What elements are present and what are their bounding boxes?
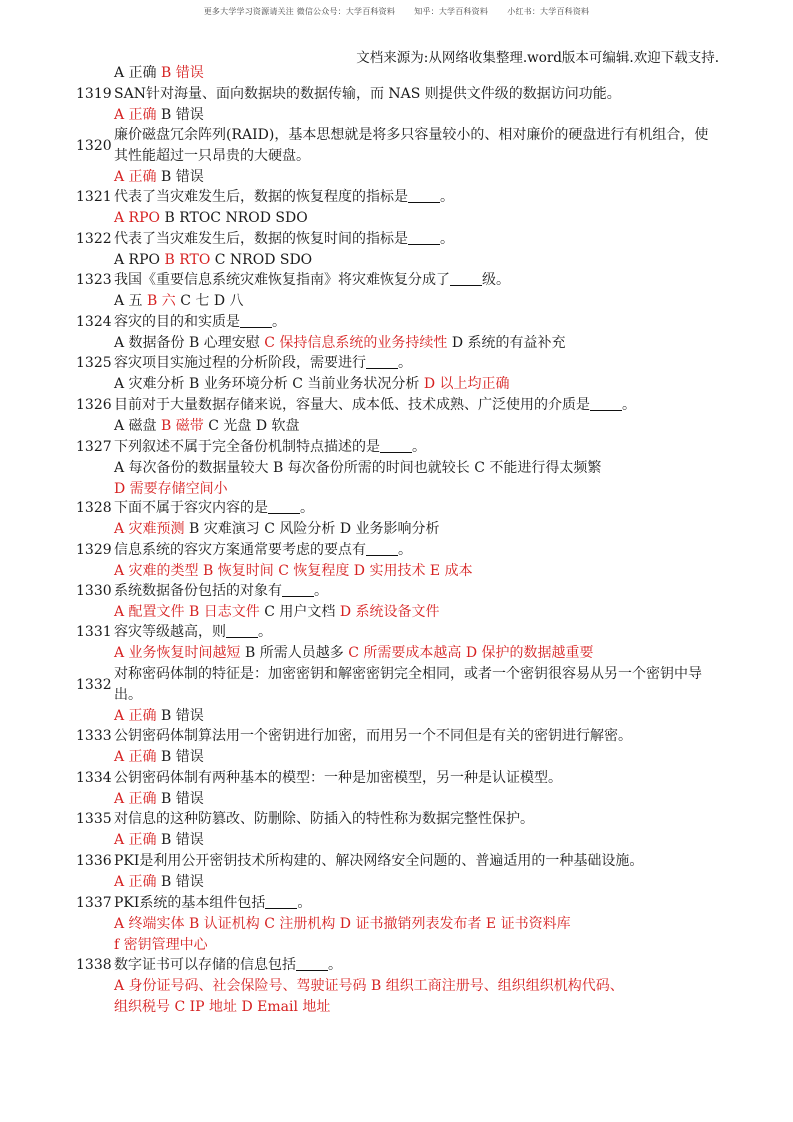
- question-text: 代表了当灾难发生后，数据的恢复程度的指标是 。: [114, 189, 454, 205]
- answer-options: [114, 914, 714, 935]
- correct-answer: B 错误: [161, 65, 204, 81]
- option-text: A 灾难分析 B 业务环境分析 C 当前业务状况分析: [114, 376, 424, 392]
- correct-answer: B 磁带: [161, 418, 204, 434]
- correct-answer: A 身份证号码、社会保险号、驾驶证号码 B 组织工商注册号、组织组织机构代码、: [114, 978, 624, 994]
- question-number: 1323: [76, 272, 112, 288]
- answer-options: [114, 167, 714, 188]
- answer-options: [114, 519, 714, 540]
- question-text: 系统数据备份包括的对象有 。: [114, 583, 328, 599]
- correct-answer: A 正确: [114, 749, 157, 765]
- answer-blank: [450, 271, 482, 286]
- question-text: 数字证书可以存储的信息包括 。: [114, 957, 342, 973]
- question-text: PKI是利用公开密钥技术所构建的、解决网络安全问题的、普遍适用的一种基础设施。: [114, 853, 644, 869]
- correct-answer: C 保持信息系统的业务持续性: [264, 335, 448, 351]
- answer-options: [114, 830, 714, 851]
- answer-blank: [380, 438, 412, 453]
- question-number: 1325: [76, 355, 112, 371]
- question-number: 1335: [76, 811, 112, 827]
- question-text: 公钥密码体制算法用一个密钥进行加密，而用另一个不同但是有关的密钥进行解密。: [114, 728, 632, 744]
- answer-options: [114, 747, 714, 768]
- answer-options: [114, 976, 714, 997]
- question-number: 1326: [76, 397, 112, 413]
- answer-options: [114, 291, 714, 312]
- correct-answer: B 六: [147, 293, 176, 309]
- question-number: 1332: [76, 677, 112, 693]
- question-number: 1328: [76, 500, 112, 516]
- answer-options: [114, 706, 714, 727]
- correct-answer: A 灾难的类型 B 恢复时间 C 恢复程度 D 实用技术 E 成本: [114, 563, 473, 579]
- option-text: B 错误: [156, 791, 204, 807]
- answer-options: [114, 333, 714, 354]
- promo-banner: 更多大学学习资源请关注 微信公众号：大学百科资料 知乎：大学百科资料 小红书：大学百科资料: [203, 7, 590, 16]
- option-text: C NROD SDO: [210, 252, 313, 268]
- answer-blank: [265, 894, 297, 909]
- option-text: C 光盘 D 软盘: [203, 418, 300, 434]
- question-number: 1327: [76, 439, 112, 455]
- correct-answer: A 终端实体 B 认证机构 C 注册机构 D 证书撤销列表发布者 E 证书资料库: [114, 916, 571, 932]
- answer-blank: [226, 623, 258, 638]
- correct-answer: D 以上均正确: [423, 376, 510, 392]
- correct-answer: D 系统设备文件: [339, 604, 440, 620]
- answer-blank: [366, 354, 398, 369]
- source-note: 文档来源为:从网络收集整理.word版本可编辑.欢迎下载支持.: [356, 50, 719, 66]
- option-text: B 错误: [156, 708, 204, 724]
- correct-answer: A 配置文件 B 日志文件: [114, 604, 260, 620]
- question-number: 1330: [76, 583, 112, 599]
- answer-options: [114, 208, 714, 229]
- correct-answer: 组织税号 C IP 地址 D Email 地址: [114, 999, 331, 1015]
- option-text: D 系统的有益补充: [447, 335, 566, 351]
- answer-options: [114, 789, 714, 810]
- answer-options: [114, 374, 714, 395]
- answer-options: [114, 479, 714, 500]
- question-text: 廉价磁盘冗余阵列(RAID)，基本思想就是将多只容量较小的、相对廉价的硬盘进行有机组合，使其性能超过一只昂贵的大硬盘。: [114, 127, 709, 164]
- question-number: 1336: [76, 853, 112, 869]
- correct-answer: f 密钥管理中心: [114, 937, 208, 953]
- answer-options: [114, 935, 714, 956]
- answer-blank: [240, 313, 272, 328]
- answer-options: [114, 458, 714, 479]
- question-number: 1337: [76, 895, 112, 911]
- option-text: B 所需人员越多: [240, 645, 349, 661]
- answer-options: [114, 416, 714, 437]
- question-text: PKI系统的基本组件包括 。: [114, 895, 312, 911]
- answer-blank: [268, 499, 300, 514]
- answer-options: [114, 643, 714, 664]
- option-text: A 五: [114, 293, 148, 309]
- answer-options: [114, 997, 714, 1018]
- correct-answer: A 正确: [114, 832, 157, 848]
- question-text: 代表了当灾难发生后，数据的恢复时间的指标是 。: [114, 231, 454, 247]
- answer-blank: [408, 230, 440, 245]
- question-text: 下列叙述不属于完全备份机制特点描述的是 。: [114, 439, 426, 455]
- question-text: 目前对于大量数据存储来说，容量大、成本低、技术成熟、广泛使用的介质是 。: [114, 397, 636, 413]
- question-number: 1331: [76, 624, 112, 640]
- question-number: 1329: [76, 542, 112, 558]
- answer-blank: [366, 541, 398, 556]
- option-text: C 用户文档: [259, 604, 340, 620]
- option-text: B 错误: [156, 832, 204, 848]
- question-number: 1334: [76, 770, 112, 786]
- correct-answer: A 正确: [114, 169, 157, 185]
- option-text: B RTOC NROD SDO: [160, 210, 308, 226]
- question-number: 1322: [76, 231, 112, 247]
- correct-answer: A 正确: [114, 791, 157, 807]
- answer-options: [114, 602, 714, 623]
- question-text: 公钥密码体制有两种基本的模型：一种是加密模型，另一种是认证模型。: [114, 770, 562, 786]
- answer-blank: [282, 582, 314, 597]
- question-text: 对信息的这种防篡改、防删除、防插入的特性称为数据完整性保护。: [114, 811, 534, 827]
- question-number: 1319: [76, 86, 112, 102]
- answer-options: [114, 561, 714, 582]
- option-text: B 错误: [156, 874, 204, 890]
- question-text: 下面不属于容灾内容的是 。: [114, 500, 314, 516]
- correct-answer: A 正确: [114, 107, 157, 123]
- option-text: A 磁盘: [114, 418, 162, 434]
- option-text: A 正确: [114, 65, 162, 81]
- correct-answer: A 业务恢复时间越短: [114, 645, 241, 661]
- correct-answer: A RPO: [114, 210, 160, 226]
- correct-answer: C 所需要成本越高 D 保护的数据越重要: [348, 645, 594, 661]
- answer-options: [114, 63, 714, 84]
- answer-options: [114, 250, 714, 271]
- question-number: 1338: [76, 957, 112, 973]
- option-text: B 错误: [156, 169, 204, 185]
- option-text: A 每次备份的数据量较大 B 每次备份所需的时间也就较长 C 不能进行得太频繁: [114, 460, 602, 476]
- question-number: 1333: [76, 728, 112, 744]
- option-text: B 错误: [156, 107, 204, 123]
- question-text: SAN针对海量、面向数据块的数据传输，而 NAS 则提供文件级的数据访问功能。: [114, 86, 621, 102]
- question-text: 容灾等级越高，则 。: [114, 624, 272, 640]
- answer-blank: [296, 956, 328, 971]
- question-number: 1321: [76, 189, 112, 205]
- option-text: B 错误: [156, 749, 204, 765]
- question-text: 信息系统的容灾方案通常要考虑的要点有 。: [114, 542, 412, 558]
- correct-answer: D 需要存储空间小: [114, 481, 228, 497]
- question-text: 容灾项目实施过程的分析阶段，需要进行 。: [114, 355, 412, 371]
- answer-options: [114, 872, 714, 893]
- option-text: C 七 D 八: [175, 293, 244, 309]
- question-number: 1324: [76, 314, 112, 330]
- answer-options: [114, 105, 714, 126]
- correct-answer: B RTO: [164, 252, 211, 268]
- correct-answer: A 正确: [114, 708, 157, 724]
- correct-answer: A 灾难预测: [114, 521, 185, 537]
- option-text: B 灾难演习 C 风险分析 D 业务影响分析: [184, 521, 440, 537]
- question-number: 1320: [76, 138, 112, 154]
- correct-answer: A 正确: [114, 874, 157, 890]
- answer-blank: [590, 396, 622, 411]
- answer-blank: [408, 188, 440, 203]
- question-text: 我国《重要信息系统灾难恢复指南》将灾难恢复分成了 级。: [114, 272, 510, 288]
- option-text: A 数据备份 B 心理安慰: [114, 335, 265, 351]
- option-text: A RPO: [114, 252, 165, 268]
- question-text: 对称密码体制的特征是：加密密钥和解密密钥完全相同，或者一个密钥很容易从另一个密钥中导出。: [114, 666, 702, 703]
- question-text: 容灾的目的和实质是 。: [114, 314, 286, 330]
